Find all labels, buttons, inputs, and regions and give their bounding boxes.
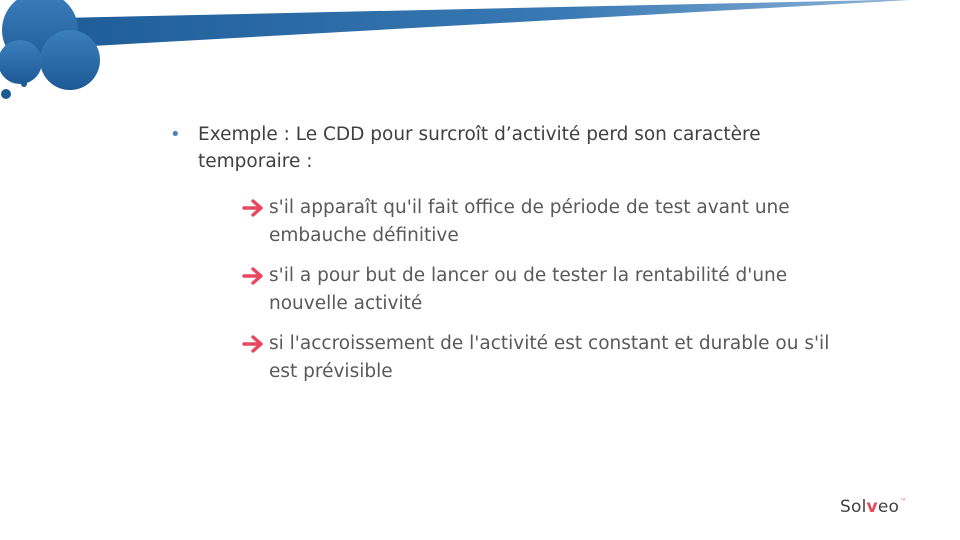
- arrow-right-icon: [242, 334, 266, 354]
- sub-bullet-text: s'il a pour but de lancer ou de tester la rentabilité d'une nouvelle activité: [269, 265, 788, 314]
- arrow-right-icon: [242, 198, 266, 218]
- main-bullet-text: Exemple : Le CDD pour surcroît d’activité perd son caractère temporaire :: [198, 124, 761, 172]
- logo-trademark: ™: [900, 498, 907, 505]
- solveo-logo: [840, 497, 906, 517]
- logo-text-part1: Sol: [840, 497, 867, 517]
- sub-bullet-item: [242, 262, 862, 318]
- sub-bullet-list: [242, 194, 862, 398]
- sub-bullet-item: [242, 194, 862, 250]
- logo-text-part3: eo: [877, 497, 900, 517]
- sub-bullet-text: s'il apparaît qu'il fait office de période de test avant une embauche définitive: [269, 197, 790, 246]
- sub-bullet-text: si l'accroissement de l'activité est constant et durable ou s'il est prévisible: [269, 333, 830, 382]
- bullet-marker: •: [170, 124, 181, 145]
- arrow-right-icon: [242, 266, 266, 286]
- sub-bullet-item: [242, 330, 862, 386]
- main-bullet: [170, 121, 810, 175]
- logo-text-part2: v: [866, 497, 878, 517]
